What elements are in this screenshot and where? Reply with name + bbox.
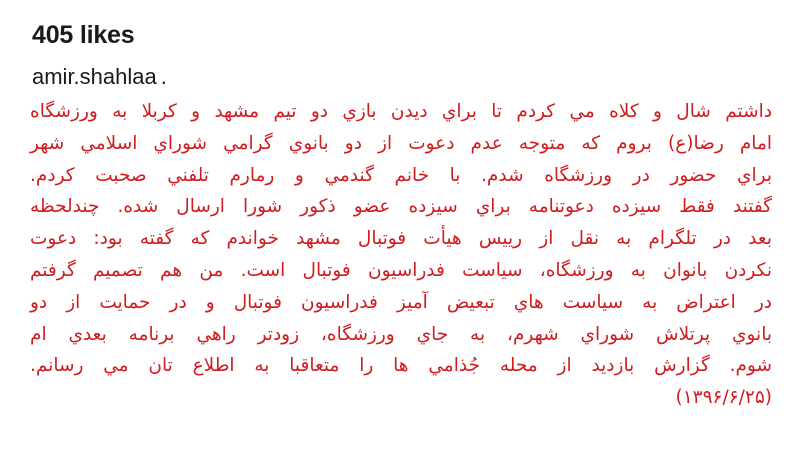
caption-line: شوم. گزارش بازديد از محله جُذامي ها را متعاقبا به اطلاع تان مي رسانم.: [30, 355, 772, 377]
caption-separator-dot: .: [160, 63, 167, 89]
caption-line-date: (۱۳۹۶/۶/۲۵): [675, 387, 772, 409]
caption-header: [32, 64, 774, 90]
caption-line: براي حضور در ورزشگاه شدم. با خانم گندمي و رمارم تلفني صحبت کردم.: [30, 164, 772, 186]
caption-line: نکردن بانوان به ورزشگاه، سياست فدراسيون فوتبال است. من هم تصميم گرفتم: [30, 259, 772, 281]
caption-line: بانوي پرتلاش شوراي شهرم، به جاي ورزشگاه، زودتر راهي برنامه بعدي ام: [30, 323, 772, 345]
caption-line: داشتم شال و کلاه مي کردم تا براي ديدن بازي دو تيم مشهد و کربلا به ورزشگاه: [30, 100, 772, 122]
likes-count: 405 likes: [32, 21, 135, 49]
caption-line: بعد در تلگرام به نقل از رييس هيأت فوتبال مشهد خواندم که گفته بود: دعوت: [30, 228, 772, 250]
caption-text: [30, 96, 774, 414]
caption-line: در اعتراض به سياست هاي تبعيض آميز فدراسيون فوتبال و در حمايت از دو: [30, 291, 772, 313]
username-link[interactable]: amir.shahlaa: [32, 63, 157, 89]
caption-line: امام رضا(ع) بروم که متوجه عدم دعوت از دو بانوي گرامي شوراي اسلامي شهر: [30, 132, 772, 154]
caption-line: گفتند فقط سيزده دعوتنامه براي سيزده عضو ذکور شورا ارسال شده. چندلحظه: [30, 196, 772, 218]
